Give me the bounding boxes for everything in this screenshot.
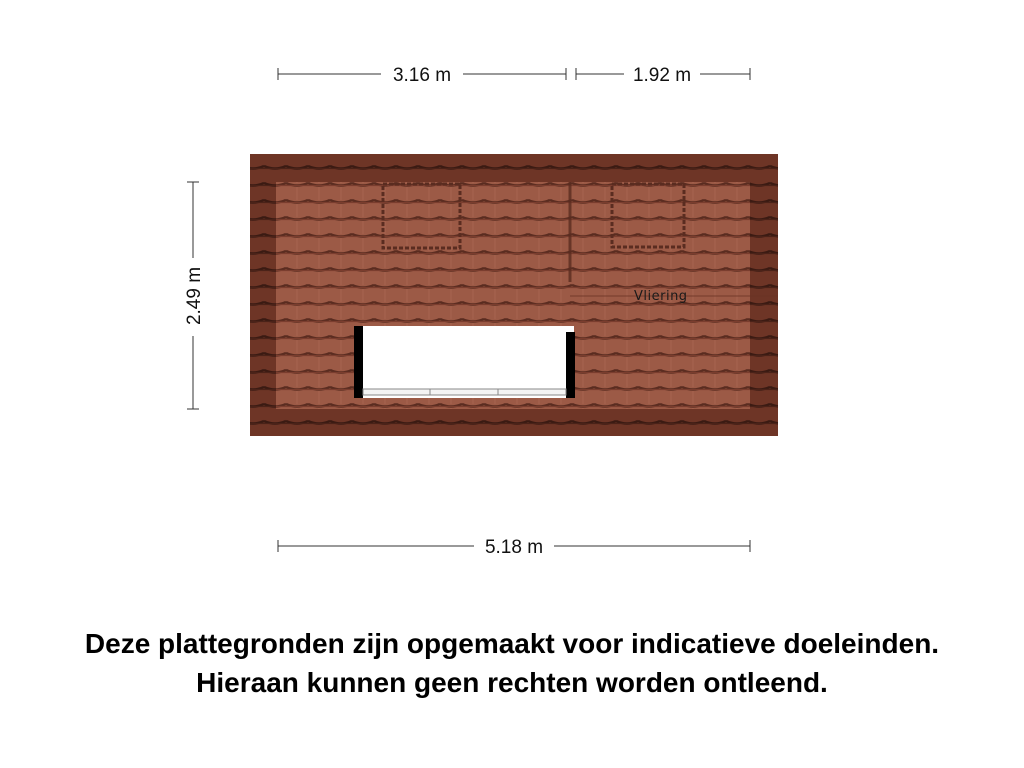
room-label: Vliering xyxy=(634,289,688,304)
disclaimer-line-1: Deze plattegronden zijn opgemaakt voor indicatieve doeleinden. xyxy=(84,628,940,659)
dimension-label-top-right: 1.92 m xyxy=(632,65,692,86)
dimension-label-left: 2.49 m xyxy=(184,266,205,326)
stair-opening-wall-right xyxy=(566,332,575,398)
dimension-left xyxy=(184,182,205,409)
dimension-label-top-left: 3.16 m xyxy=(392,65,452,86)
stair-opening-void xyxy=(356,326,574,398)
roof-bottom-edge xyxy=(250,409,778,436)
stair-railing xyxy=(363,389,566,395)
dimension-top-left xyxy=(278,65,566,86)
dimension-top-right xyxy=(576,65,750,86)
stair-opening xyxy=(354,326,575,398)
dimension-bottom xyxy=(278,537,750,558)
dimension-label-bottom: 5.18 m xyxy=(484,537,544,558)
disclaimer-line-2: Hieraan kunnen geen rechten worden ontleend. xyxy=(196,667,828,698)
stair-opening-wall-left xyxy=(354,326,363,398)
